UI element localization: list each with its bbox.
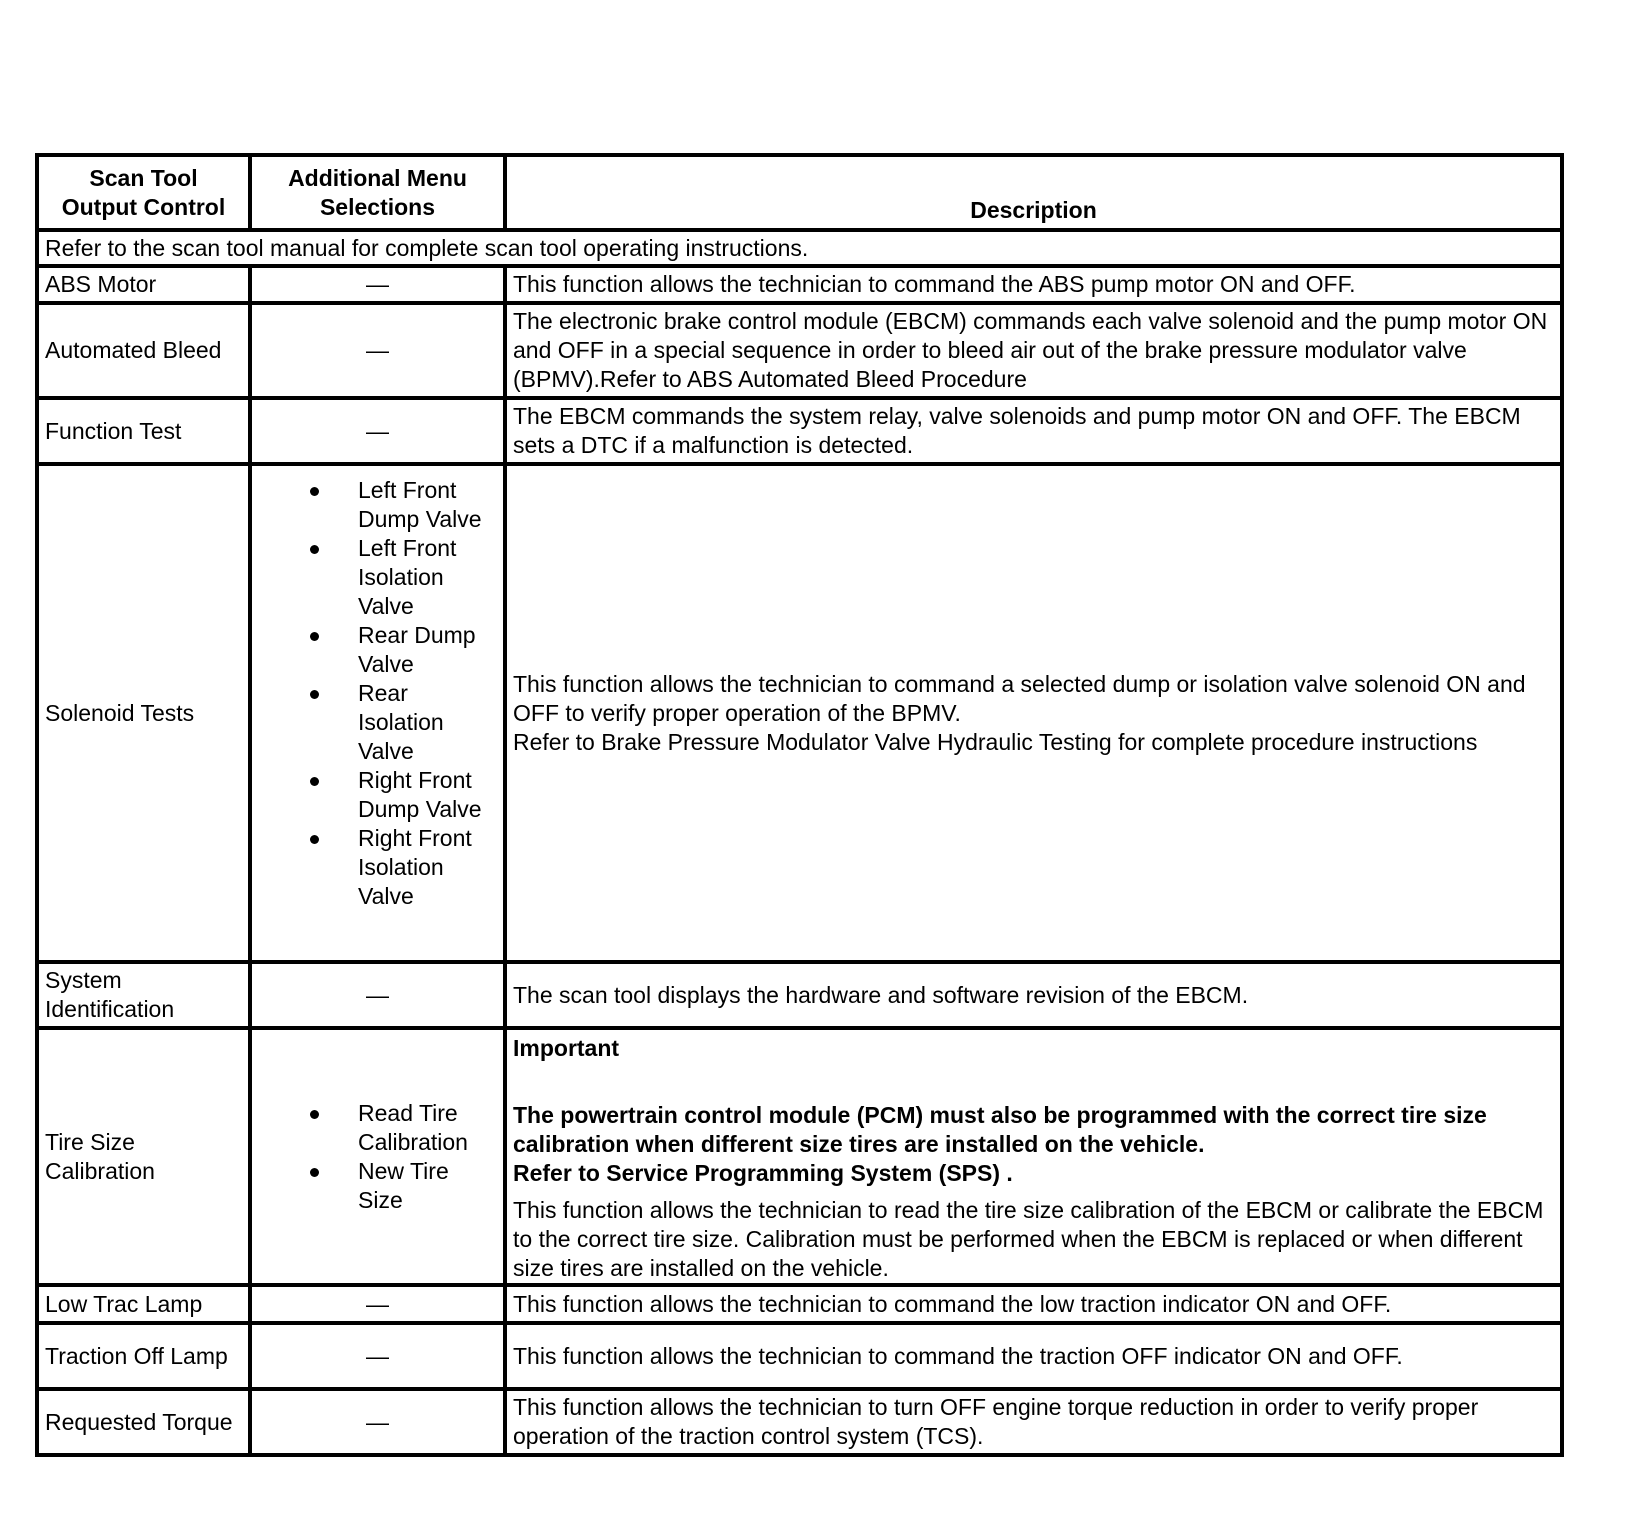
list-item: Rear Dump Valve [310, 621, 497, 679]
selection-cell: — [250, 398, 505, 464]
table-row [37, 1285, 1562, 1323]
bullet-icon [310, 545, 319, 554]
bullet-icon [310, 487, 319, 496]
description-cell: This function allows the technician to command the ABS pump motor ON and OFF. [505, 266, 1562, 303]
table-row [37, 398, 1562, 464]
selection-cell: — [250, 1389, 505, 1455]
control-cell: Traction Off Lamp [37, 1323, 250, 1389]
list-item: Left Front Dump Valve [310, 476, 497, 534]
table-row [37, 1389, 1562, 1455]
control-cell: Requested Torque [37, 1389, 250, 1455]
description-reference: Refer to Brake Pressure Modulator Valve Hydraulic Testing for complete procedure instructions [513, 728, 1478, 755]
selection-cell: — [250, 962, 505, 1028]
table-row [37, 962, 1562, 1028]
important-label: Important [513, 1035, 620, 1061]
control-cell: Solenoid Tests [37, 464, 250, 962]
important-text: The powertrain control module (PCM) must also be programmed with the correct tire size calibration when different size tires are installed on the vehicle. [513, 1102, 1487, 1157]
table-row [37, 1323, 1562, 1389]
list-item: Right Front Dump Valve [310, 766, 497, 824]
selection-cell [250, 464, 505, 962]
header-2-line1: Additional Menu [288, 164, 467, 191]
bullet-icon [310, 835, 319, 844]
description-cell: The scan tool displays the hardware and software revision of the EBCM. [505, 962, 1562, 1028]
table-row [37, 303, 1562, 398]
bullet-icon [310, 632, 319, 641]
table-row [37, 1028, 1562, 1285]
description-cell [505, 464, 1562, 962]
table-row [37, 266, 1562, 303]
selection-list [258, 1099, 497, 1215]
description-cell: The EBCM commands the system relay, valve solenoids and pump motor ON and OFF. The EBCM sets a DTC if a malfunction is detected. [505, 398, 1562, 464]
scan-tool-output-control-table [35, 153, 1564, 1457]
list-item: Right Front Isolation Valve [310, 824, 497, 911]
bullet-icon [310, 777, 319, 786]
description-cell [505, 1028, 1562, 1285]
selection-cell [250, 1028, 505, 1285]
selection-cell: — [250, 303, 505, 398]
header-scan-tool-output-control [37, 155, 250, 230]
control-cell: Low Trac Lamp [37, 1285, 250, 1323]
selection-cell: — [250, 1323, 505, 1389]
selection-list [258, 476, 497, 911]
list-item: Rear Isolation Valve [310, 679, 497, 766]
control-cell: Tire Size Calibration [37, 1028, 250, 1285]
bullet-icon [310, 690, 319, 699]
list-item: Read Tire Calibration [310, 1099, 497, 1157]
bullet-icon [310, 1110, 319, 1119]
selection-cell: — [250, 1285, 505, 1323]
note-cell: Refer to the scan tool manual for complete scan tool operating instructions. [37, 230, 1562, 266]
description-cell: The electronic brake control module (EBCM) commands each valve solenoid and the pump motor ON and OFF in a special sequence in order to bleed air out of the brake pressure modulator valve (BPMV).Refer to ABS Automated Bleed Procedure [505, 303, 1562, 398]
header-additional-menu-selections [250, 155, 505, 230]
control-cell: Automated Bleed [37, 303, 250, 398]
header-description: Description [505, 155, 1562, 230]
list-item: New Tire Size [310, 1157, 497, 1215]
list-item: Left Front Isolation Valve [310, 534, 497, 621]
control-cell: ABS Motor [37, 266, 250, 303]
important-reference: Refer to Service Programming System (SPS) . [513, 1160, 1013, 1186]
header-row [37, 155, 1562, 230]
note-row [37, 230, 1562, 266]
description-cell: This function allows the technician to command the traction OFF indicator ON and OFF. [505, 1323, 1562, 1389]
header-1-line1: Scan Tool [89, 164, 198, 191]
description-text: This function allows the technician to read the tire size calibration of the EBCM or calibrate the EBCM to the correct tire size. Calibration must be performed when the EBCM is replaced or when different size tires are installed on the vehicle. [513, 1197, 1544, 1281]
table-row [37, 464, 1562, 962]
bullet-icon [310, 1168, 319, 1177]
description-cell: This function allows the technician to turn OFF engine torque reduction in order to verify proper operation of the traction control system (TCS). [505, 1389, 1562, 1455]
description-cell: This function allows the technician to command the low traction indicator ON and OFF. [505, 1285, 1562, 1323]
selection-cell: — [250, 266, 505, 303]
header-1-line2: Output Control [61, 193, 226, 220]
control-cell: System Identification [37, 962, 250, 1028]
description-line: This function allows the technician to command a selected dump or isolation valve solenoid ON and OFF to verify proper operation of the BPMV. [513, 670, 1526, 726]
control-cell: Function Test [37, 398, 250, 464]
header-2-line2: Selections [319, 193, 436, 220]
